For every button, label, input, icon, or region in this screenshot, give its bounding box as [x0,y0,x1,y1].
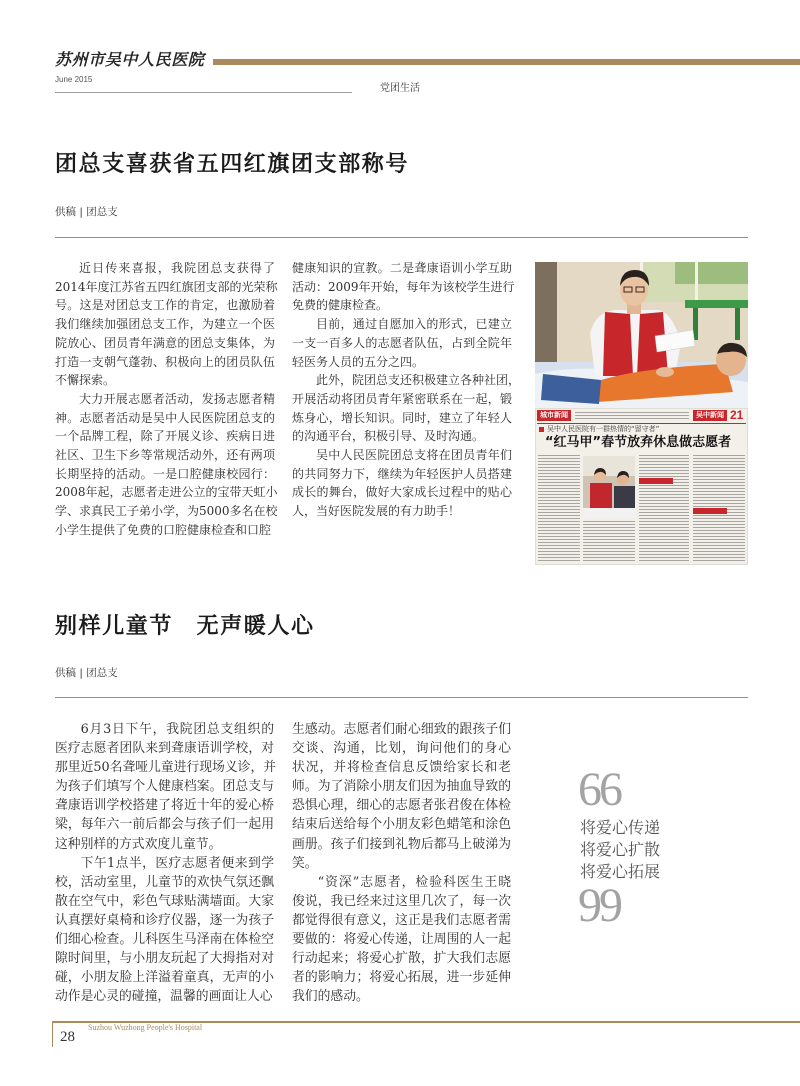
text-line: 成长的舞台，做好大家成长过程中的贴心 [292,485,512,500]
text-line: 为孩子们填写个人健康档案。团总支与 [55,779,274,795]
text-line: 要做的：将爱心传递，让周围的人一起 [292,932,511,948]
text-line: 院放心、团员青年满意的团总支集体，为 [55,335,275,350]
text-line: 状况，并将检查信息反馈给家长和老 [292,760,511,776]
text-line: 不懈探索。 [55,373,116,388]
hospital-masthead: 苏州市吴中人民医院 [55,50,205,69]
text-line: 的沟通平台，积极引导、及时沟通。 [292,429,485,444]
article-divider [55,697,748,698]
text-line: 一个品牌工程，除了开展义诊、疾病日进 [55,429,275,444]
clipping-subhead-bar [693,508,727,514]
article-title: 别样儿童节 无声暖人心 [55,614,315,639]
text-line: 目前，通过自愿加入的形式，已建立 [316,317,512,332]
text-line: 近日传来喜报，我院团总支获得了 [79,261,275,275]
text-line: 动作是心灵的碰撞，温馨的画面让人心 [55,989,273,1005]
pull-quote-line: 将爱心拓展 [580,862,661,881]
article-divider [55,237,748,238]
text-line: 碰，小朋友脸上洋溢着童真，无声的小 [55,970,274,986]
text-line: 梁，每年六一前后都会与孩子们一起用 [55,817,274,833]
issue-date: June 2015 [55,75,93,84]
pull-quote-line: 将爱心扩散 [580,840,661,859]
pull-quote-line: 将爱心传递 [580,818,661,837]
text-line: 2008年起，志愿者走进公立的宝带天虹小 [55,485,278,500]
text-line: “资深”志愿者，检验科医生王晓 [317,874,511,890]
text-line: 2014年度江苏省五四红旗团支部的光荣称 [55,279,278,294]
text-line: 结束后送给每个小朋友彩色蜡笔和涂色 [292,817,511,833]
text-line: 轻医务人员的五分之四。 [292,354,425,369]
publication-name: Suzhou Wuzhong People's Hospital [88,1023,203,1032]
clipping-body-text [583,521,635,562]
paragraph [55,720,277,854]
text-line: 学、求真民工子弟小学，为5000多名在校 [55,504,278,519]
volunteer-photo [535,262,748,408]
text-line: 行动起来；将爱心扩散，扩大我们志愿 [292,951,511,967]
page-number: 28 [60,1029,75,1045]
clipping-headline: “红马甲”春节放弃休息做志愿者 [545,435,732,450]
text-line: 师。为了消除小朋友们因为抽血导致的 [292,779,511,795]
paragraph [55,854,274,1007]
text-line: 免费的健康检查。 [292,298,389,313]
text-line: 健康知识的宣教。二是聋康语训小学互助 [292,261,512,275]
section-label: 党团生活 [380,83,420,94]
text-line: 小学生提供了免费的口腔健康检查和口腔 [55,522,272,537]
paragraph [292,259,515,315]
text-line: 神。志愿者活动是吴中人民医院团总支的 [55,410,275,425]
article-column [55,259,278,540]
clipping-rule [537,423,746,424]
clipping-header-text [575,412,689,420]
text-line: 认真摆好桌椅和诊疗仪器，逐一为孩子 [55,912,274,928]
article-title: 团总支喜获省五四红旗团支部称号 [55,152,410,177]
text-line: 一支一百多人的志愿者队伍，占到全院年 [292,335,512,350]
article-byline: 供稿 | 团总支 [55,667,118,679]
text-line: 聋康语训学校搭建了将近十年的爱心桥 [55,798,274,814]
text-line: 大力开展志愿者活动，发扬志愿者精 [79,391,275,406]
clipping-section-right: 吴中新闻 [693,410,727,421]
text-line: 画册。孩子们接到礼物后都马上破涕为 [292,836,511,852]
text-line: 长期坚持的活动。一是口腔健康校园行： [55,466,275,481]
text-line: 下午1点半，医疗志愿者便来到学 [80,855,274,871]
text-line: 人，当好医院发展的有力助手！ [292,504,461,519]
paragraph [292,371,521,446]
text-line: 笑。 [292,855,318,871]
text-line: 开展活动将团员青年紧密联系在一起，锻 [292,391,512,406]
article-column [292,720,511,1006]
text-line: 医疗志愿者团队来到聋康语训学校，对 [55,741,274,757]
text-line: 炼身心，增长知识。同时，建立了年轻人 [292,410,512,425]
clipping-body-text [639,455,689,562]
text-line: 的共同努力下，继续为年轻医护人员搭建 [292,466,512,481]
text-line: 恐惧心理，细心的志愿者张君俊在体检 [292,798,511,814]
clipping-kicker: 吴中人民医院有一群热情的“留守者” [547,425,660,433]
newspaper-clipping [535,408,748,565]
text-line: 那里近50名聋哑儿童进行现场义诊，并 [55,760,277,776]
text-line: 我们的感动。 [292,989,369,1005]
text-line: 号。这是对团总支工作的肯定，也激励着 [55,298,275,313]
footer-bracket [52,1021,53,1047]
clipping-photo [583,456,635,518]
text-line: 这种别样的方式欢度儿童节。 [55,836,222,852]
text-line: 吴中人民医院团总支将在团员青年们 [316,448,512,463]
article-byline: 供稿 | 团总支 [55,206,118,218]
text-line: 6月3日下午，我院团总支组织的 [80,722,274,737]
text-line: 散在空气中，彩色气球贴满墙面。大家 [55,893,274,909]
clipping-section-left: 城市新闻 [537,410,571,421]
text-line: 打造一支朝气蓬勃、积极向上的团员队伍 [55,354,275,369]
text-line: 都觉得很有意义，这正是我们志愿者需 [292,912,511,928]
article-column [292,259,521,521]
text-line: 隙时间里，与小朋友玩起了大拇指对对 [55,951,274,967]
paragraph [55,390,278,540]
paragraph [292,315,512,371]
text-line: 交谈、沟通，比划，询问他们的身心 [292,741,511,757]
close-quote-mark: 99 [578,879,620,932]
open-quote-mark: 66 [578,763,620,816]
text-line: 者的影响力；将爱心拓展，进一步延伸 [292,970,511,986]
text-line: 我们继续加强团总支工作，为建立一个医 [55,317,275,332]
text-line: 社区、卫生下乡等常规活动外，还有两项 [55,448,275,463]
pull-quote [580,817,660,883]
paragraph [55,259,278,390]
article-column [55,720,277,1006]
clipping-subhead-bar [639,478,673,484]
text-line: 校，活动室里，儿童节的欢快气氛还飘 [55,874,274,890]
text-line: 们细心检查。儿科医生马泽南在体检空 [55,932,274,948]
header-divider [55,92,352,93]
text-line: 活动：2009年开始，每年为该校学生进行 [292,279,515,294]
paragraph [292,720,511,873]
clipping-bullet [539,427,544,432]
paragraph [292,446,512,521]
masthead-accent-bar [213,59,800,65]
text-line: 此外，院团总支还积极建立各种社团， [316,373,521,388]
clipping-page-number: 21 [730,408,744,422]
clipping-body-text [538,455,580,562]
paragraph [292,873,511,1007]
text-line: 生感动。志愿者们耐心细致的跟孩子们 [292,722,511,737]
text-line: 俊说，我已经来过这里几次了，每一次 [292,893,511,909]
